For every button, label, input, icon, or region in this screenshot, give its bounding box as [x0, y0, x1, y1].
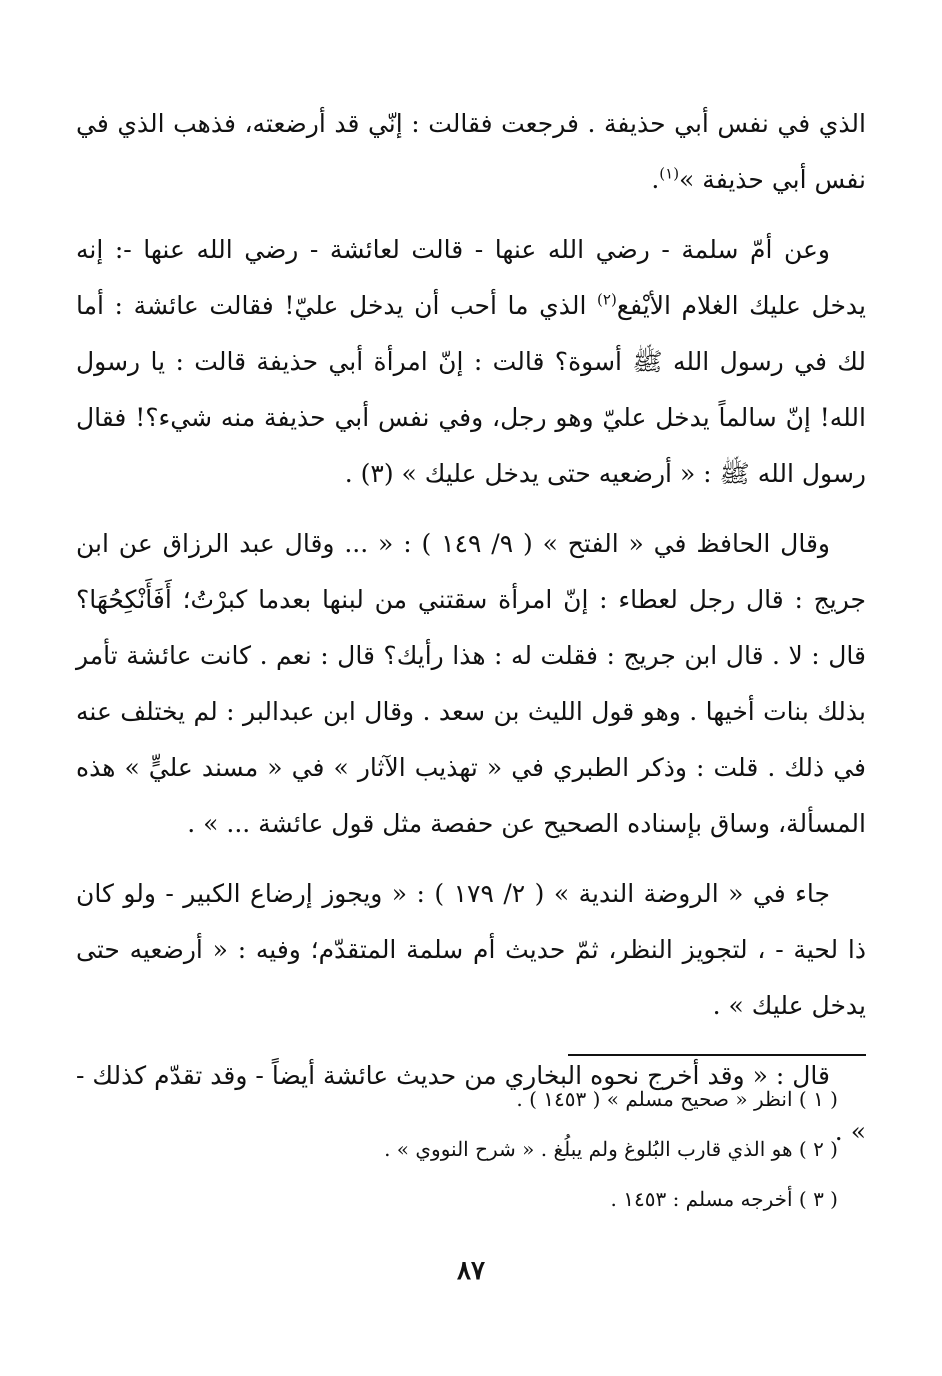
main-text — [76, 96, 866, 1174]
footnote-2: ( ٢ ) هو الذي قارب البُلوغ ولم يبلُغ . « شرح النووي » . — [384, 1137, 838, 1161]
paragraph-3-text: وقال الحافظ في « الفتح » ( ٩/ ١٤٩ ) : « ... وقال عبد الرزاق عن ابن جريج : قال رجل لعطاء : إنّ امرأة سقتني من لبنها بعدما كبرْتُ؛ أَفَأَنْكِحُهَا؟ قال : لا . قال ابن جريج : فقلت له : هذا رأيك؟ قال : نعم . كانت عائشة تأمر بذلك بنات أخيها . وهو قول الليث بن سعد . وقال ابن عبدالبر : لم يختلف عنه في ذلك . قلت : وذكر الطبري في « تهذيب الآثار » في « مسند عليٍّ » هذه المسألة، وساق بإسناده الصحيح عن حفصة مثل قول عائشة ... » . — [76, 529, 866, 838]
paragraph-5-text: قال : « وقد أخرج نحوه البخاري من حديث عائشة أيضاً - وقد تقدّم كذلك - » . — [76, 1061, 866, 1146]
footnotes — [76, 1074, 866, 1224]
footnote-marker-1: (١) — [659, 164, 680, 183]
paragraph-4 — [76, 866, 866, 1034]
paragraph-1-tail: . — [651, 165, 660, 194]
paragraph-3 — [76, 516, 866, 852]
footnote-separator — [568, 1054, 866, 1056]
paragraph-1 — [76, 96, 866, 208]
paragraph-2 — [76, 222, 866, 502]
paragraph-4-text: جاء في « الروضة الندية » ( ٢/ ١٧٩ ) : « ويجوز إرضاع الكبير - ولو كان ذا لحية - ، لتجويز النظر، ثمّ حديث أم سلمة المتقدّم؛ وفيه : « أرضعيه حتى يدخل عليك » . — [76, 879, 866, 1020]
footnote-3: ( ٣ ) أخرجه مسلم : ١٤٥٣ . — [610, 1187, 838, 1211]
footnote-marker-2: (٢) — [597, 290, 617, 309]
paragraph-2-text: وعن أمّ سلمة - رضي الله عنها - قالت لعائشة - رضي الله عنها -: إنه يدخل عليك الغلام الأيْفع — [76, 235, 867, 320]
page-number: ٨٧ — [457, 1256, 485, 1286]
paragraph-1-text: الذي في نفس أبي حذيفة . فرجعت فقالت : إنّي قد أرضعته، فذهب الذي في نفس أبي حذيفة » — [76, 109, 867, 194]
footnote-1: ( ١ ) انظر « صحيح مسلم » ( ١٤٥٣ ) . — [516, 1087, 838, 1111]
paragraph-2-tail: الذي ما أحب أن يدخل عليّ! فقالت عائشة : أما لك في رسول الله ﷺ أسوة؟ قالت : إنّ امرأة أبي حذيفة قالت : يا رسول الله! إنّ سالماً يدخل عليّ وهو رجل، وفي نفس أبي حذيفة منه شيء؟! فقال رسول الله ﷺ : « أرضعيه حتى يدخل عليك » (٣) . — [76, 291, 866, 488]
